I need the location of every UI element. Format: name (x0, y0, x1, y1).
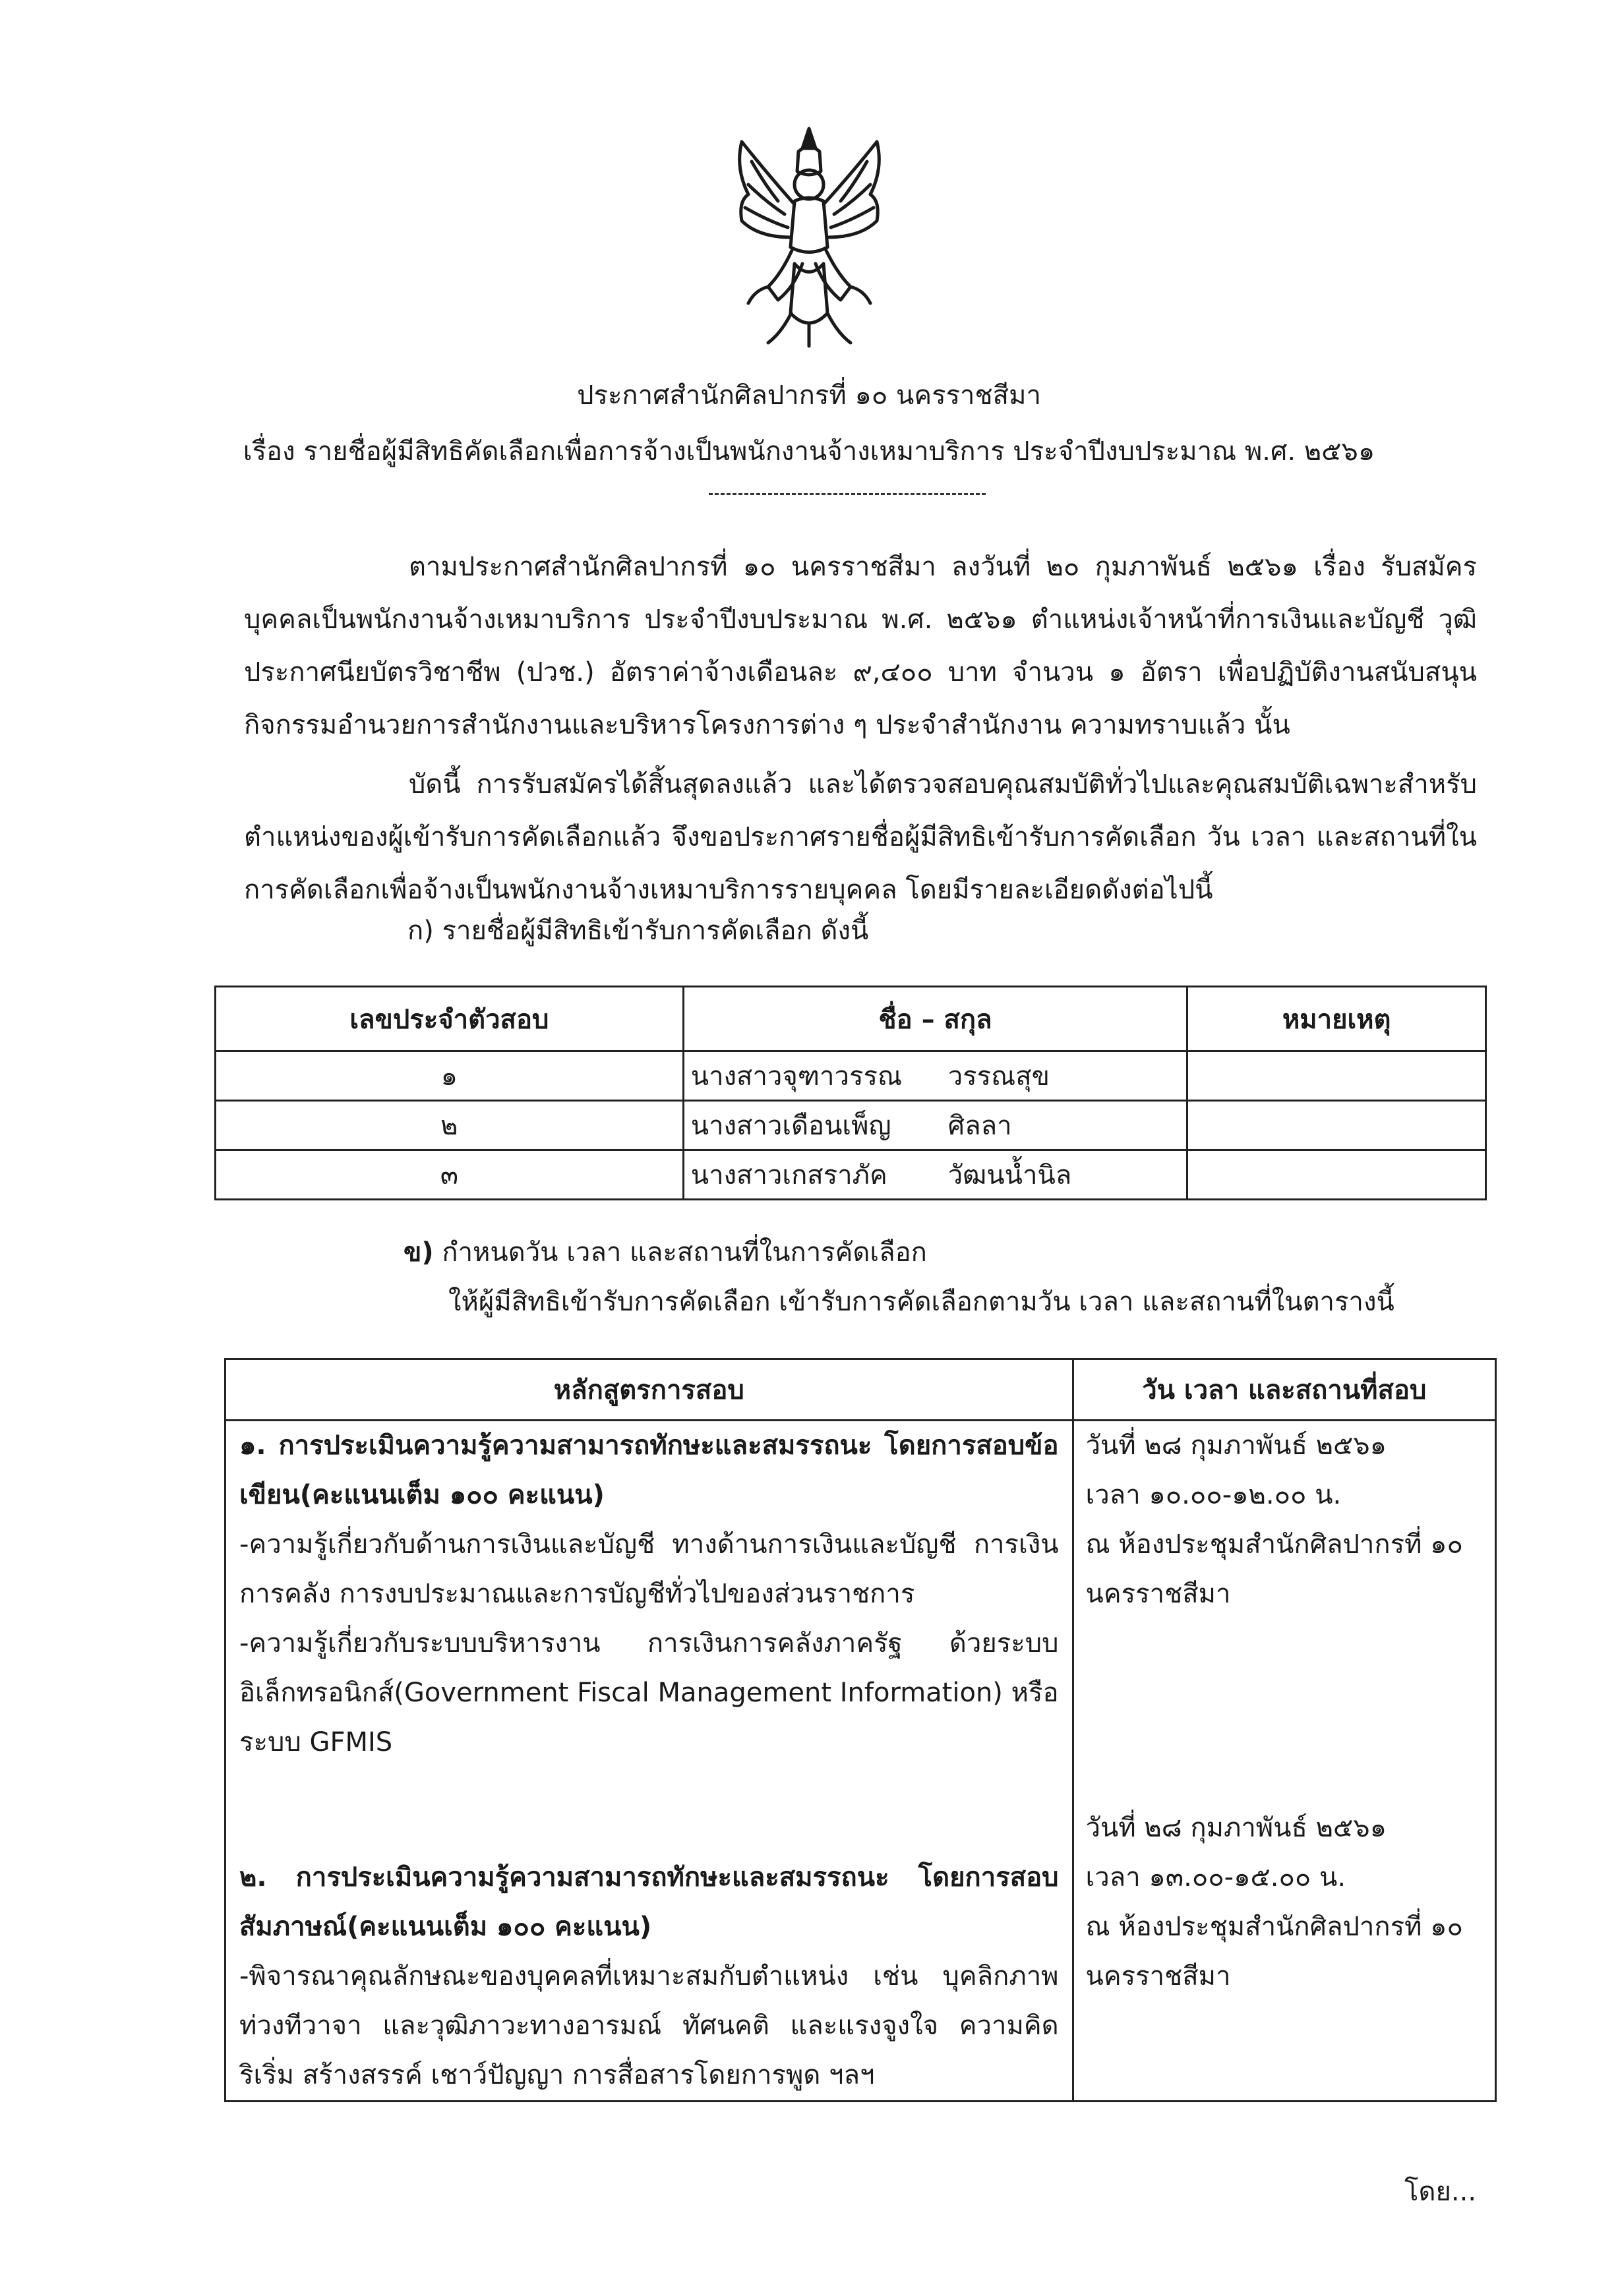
title-separator (709, 493, 986, 495)
interview-time: เวลา ๑๓.๐๐-๑๕.๐๐ น. (1085, 1862, 1346, 1893)
header-full-name: ชื่อ – สกุล (683, 987, 1187, 1051)
name-cell (683, 1150, 1187, 1200)
remarks-cell (1187, 1101, 1486, 1150)
table-header-row (216, 987, 1486, 1051)
written-exam-place-city: นครราชสีมา (1085, 1579, 1231, 1609)
header-exam-id: เลขประจำตัวสอบ (216, 987, 684, 1051)
table-row (216, 1150, 1486, 1200)
remarks-cell (1187, 1051, 1486, 1101)
first-name: นางสาวเกสราภัค (690, 1160, 887, 1191)
first-name: นางสาวจุฑาวรรณ (690, 1061, 903, 1092)
header-course: หลักสูตรการสอบ (225, 1359, 1073, 1421)
header-datetime-place: วัน เวลา และสถานที่สอบ (1073, 1359, 1495, 1421)
section-a-text: รายชื่อผู้มีสิทธิเข้ารับการคัดเลือก ดังนี้ (442, 916, 869, 946)
exam-schedule-table (224, 1358, 1497, 2102)
written-exam-when (1086, 1421, 1483, 1619)
announcement-subject: เรื่อง รายชื่อผู้มีสิทธิคัดเลือกเพื่อการจ้างเป็นพนักงานจ้างเหมาบริการ ประจำปีงบประมาณ พ.ศ. ๒๕๖๑ (243, 436, 1375, 467)
exam-id-cell: ๑ (216, 1051, 684, 1101)
written-exam-place: ณ ห้องประชุมสำนักศิลปากรที่ ๑๐ (1085, 1529, 1463, 1560)
table-header-row (225, 1359, 1496, 1421)
candidates-table (214, 986, 1487, 1200)
table-row (216, 1101, 1486, 1150)
section-b-heading (404, 1233, 927, 1272)
last-name: วัฒนน้ำนิล (947, 1160, 1072, 1191)
last-name: วรรณสุข (947, 1061, 1050, 1092)
continuation-marker: โดย... (1404, 2177, 1477, 2207)
written-exam-title: ๑. การประเมินความรู้ความสามารถทักษะและสมรรถนะ โดยการสอบข้อเขียน(คะแนนเต็ม ๑๐๐ คะแนน) (239, 1430, 1059, 1510)
name-cell (683, 1051, 1187, 1101)
section-a-label: ก) (407, 916, 434, 946)
datetime-cell (1073, 1421, 1495, 2102)
announcement-title: ประกาศสำนักศิลปากรที่ ๑๐ นครราชสีมา (577, 380, 1041, 411)
interview-date: วันที่ ๒๘ กุมภาพันธ์ ๒๕๖๑ (1085, 1813, 1387, 1843)
written-exam-time: เวลา ๑๐.๐๐-๑๒.๐๐ น. (1085, 1480, 1342, 1510)
name-cell (683, 1101, 1187, 1150)
first-name: นางสาวเดือนเพ็ญ (690, 1111, 891, 1141)
interview-when (1086, 1804, 1483, 2001)
garuda-emblem-icon (729, 122, 890, 349)
interview-detail: -พิจารณาคุณลักษณะของบุคคลที่เหมาะสมกับตำแหน่ง เช่น บุคลิกภาพท่วงทีวาจา และวุฒิภาวะทางอารมณ์ ทัศนคติ และแรงจูงใจ ความคิดริเริ่ม สร้างสรรค์ เชาว์ปัญญา การสื่อสารโดยการพูด ฯลฯ (239, 1961, 1059, 2090)
table-row (225, 1421, 1496, 2102)
header-remarks: หมายเหตุ (1187, 987, 1486, 1051)
table-row (216, 1051, 1486, 1101)
exam-id-cell: ๒ (216, 1101, 684, 1150)
interview-place: ณ ห้องประชุมสำนักศิลปากรที่ ๑๐ (1085, 1912, 1463, 1942)
written-exam-detail-2: -ความรู้เกี่ยวกับระบบบริหารงาน การเงินการคลังภาครัฐ ด้วยระบบอิเล็กทรอนิกส์(Government Fiscal Management Information) หรือ ระบบ GFMIS (239, 1628, 1059, 1757)
remarks-cell (1187, 1150, 1486, 1200)
exam-id-cell: ๓ (216, 1150, 684, 1200)
interview-place-city: นครราชสีมา (1085, 1961, 1231, 1991)
written-exam-date: วันที่ ๒๘ กุมภาพันธ์ ๒๕๖๑ (1085, 1430, 1387, 1461)
interview-title: ๒. การประเมินความรู้ความสามารถทักษะและสมรรถนะ โดยการสอบสัมภาษณ์(คะแนนเต็ม ๑๐๐ คะแนน) (239, 1862, 1059, 1942)
paragraph-1: ตามประกาศสำนักศิลปากรที่ ๑๐ นครราชสีมา ลงวันที่ ๒๐ กุมภาพันธ์ ๒๕๖๑ เรื่อง รับสมัครบุคคลเป็นพนักงานจ้างเหมาบริการ ประจำปีงบประมาณ พ.ศ. ๒๕๖๑ ตำแหน่งเจ้าหน้าที่การเงินและบัญชี วุฒิประกาศนียบัตรวิชาชีพ (ปวช.) อัตราค่าจ้างเดือนละ ๙,๔๐๐ บาท จำนวน ๑ อัตรา เพื่อปฏิบัติงานสนับสนุนกิจกรรมอำนวยการสำนักงานและบริหารโครงการต่าง ๆ ประจำสำนักงาน ความทราบแล้ว นั้น (244, 552, 1477, 740)
section-b-label: ข) (404, 1237, 434, 1268)
section-b-text: กำหนดวัน เวลา และสถานที่ในการคัดเลือก (442, 1237, 927, 1268)
section-a-heading (407, 911, 868, 951)
course-cell (225, 1421, 1073, 2102)
section-b-subtext: ให้ผู้มีสิทธิเข้ารับการคัดเลือก เข้ารับการคัดเลือกตามวัน เวลา และสถานที่ในตารางนี้ (448, 1287, 1394, 1317)
written-exam-detail-1: -ความรู้เกี่ยวกับด้านการเงินและบัญชี ทางด้านการเงินและบัญชี การเงินการคลัง การงบประมาณและการบัญชีทั่วไปของส่วนราชการ (239, 1529, 1059, 1609)
paragraph-2: บัดนี้ การรับสมัครได้สิ้นสุดลงแล้ว และได้ตรวจสอบคุณสมบัติทั่วไปและคุณสมบัติเฉพาะสำหรับตำแหน่งของผู้เข้ารับการคัดเลือกแล้ว จึงขอประกาศรายชื่อผู้มีสิทธิเข้ารับการคัดเลือก วัน เวลา และสถานที่ในการคัดเลือกเพื่อจ้างเป็นพนักงานจ้างเหมาบริการรายบุคคล โดยมีรายละเอียดดังต่อไปนี้ (244, 769, 1477, 905)
last-name: ศิลลา (947, 1111, 1012, 1141)
